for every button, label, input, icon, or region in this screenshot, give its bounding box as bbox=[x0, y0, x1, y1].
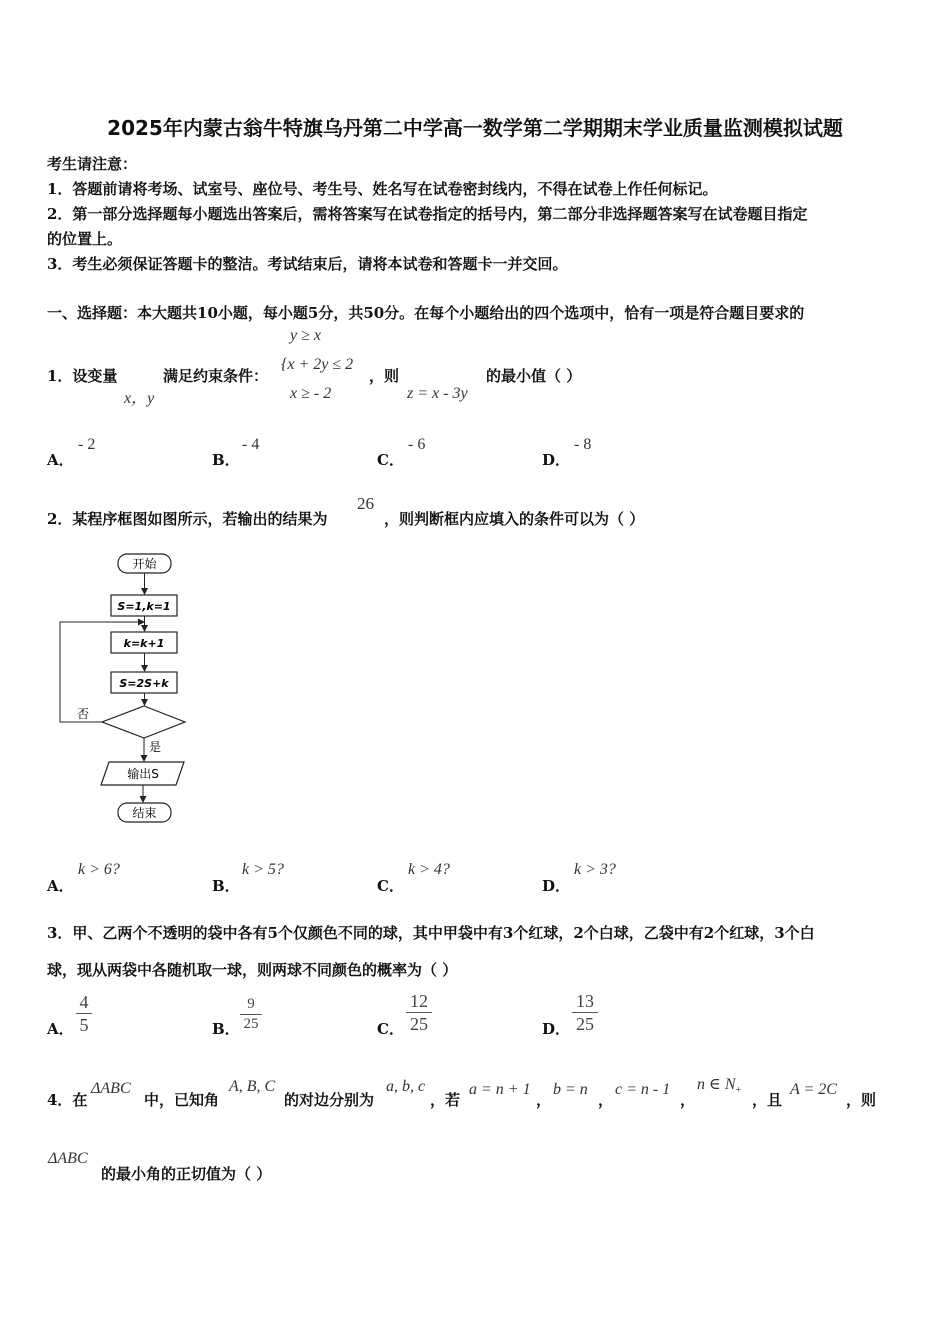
flow-start-text: 开始 bbox=[132, 557, 157, 571]
q1-option-a-label: A． bbox=[47, 451, 74, 469]
q1-then: ，则 bbox=[369, 367, 400, 385]
q4-a-eq: a = n + 1 bbox=[469, 1081, 531, 1098]
notice-item-2: 2．第一部分选择题每小题选出答案后，需将答案写在试卷指定的括号内，第二部分非选择题答案写在试卷题目指定 bbox=[47, 205, 808, 223]
q3-option-d-fraction bbox=[572, 991, 598, 1034]
q1-objective: z = x - 3y bbox=[407, 385, 468, 402]
q1-option-d-value: - 8 bbox=[574, 436, 592, 453]
q3-line-2: 球，现从两袋中各随机取一球，则两球不同颜色的概率为（ ） bbox=[47, 961, 458, 979]
section-heading: 一、选择题：本大题共10小题，每小题5分，共50分。在每个小题给出的四个选项中，恰有一项是符合题目要求的 bbox=[47, 304, 805, 322]
flow-end-text: 结束 bbox=[132, 806, 157, 820]
flow-yes-label: 是 bbox=[149, 740, 162, 754]
q2-option-d-label: D． bbox=[542, 877, 571, 895]
q2-option-a-value: k > 6? bbox=[78, 861, 120, 878]
q3-option-c-label: C． bbox=[377, 1020, 404, 1038]
q4-condition: A = 2C bbox=[790, 1081, 837, 1098]
page-title: 2025年内蒙古翁牛特旗乌丹第二中学高一数学第二学期期末学业质量监测模拟试题 bbox=[107, 116, 843, 140]
q1-option-b-value: - 4 bbox=[242, 436, 260, 453]
q4-text-1: 4．在 bbox=[47, 1091, 88, 1109]
q4-triangle-2: ΔABC bbox=[48, 1150, 88, 1167]
q2-option-c-label: C． bbox=[377, 877, 404, 895]
q4-sep-2: ， bbox=[598, 1091, 614, 1109]
q3-option-c-numerator: 12 bbox=[410, 991, 428, 1011]
q3-option-b-fraction bbox=[240, 996, 262, 1033]
q4-text-5: ，且 bbox=[752, 1091, 783, 1109]
q2-option-b-label: B． bbox=[212, 877, 240, 895]
q1-vars: x，y bbox=[124, 390, 155, 407]
q4-sep-3: ， bbox=[680, 1091, 696, 1109]
q3-option-b-numerator: 9 bbox=[247, 996, 255, 1012]
q4-text-7: 的最小角的正切值为（ ） bbox=[101, 1165, 272, 1183]
q2-option-d-value: k > 3? bbox=[574, 861, 616, 878]
q2-prefix: 2．某程序框图如图所示，若输出的结果为 bbox=[47, 510, 328, 528]
q2-flowchart bbox=[55, 548, 195, 833]
q2-option-c-value: k > 4? bbox=[408, 861, 450, 878]
q3-option-b-denominator: 25 bbox=[243, 1016, 259, 1032]
q4-angles: A, B, C bbox=[229, 1078, 276, 1095]
q2-output-value: 26 bbox=[357, 494, 374, 513]
q4-text-2: 中，已知角 bbox=[144, 1091, 220, 1109]
q4-text-3: 的对边分别为 bbox=[284, 1091, 375, 1109]
q4-n-set-sub: + bbox=[735, 1085, 742, 1097]
flow-init-text: S=1,k=1 bbox=[117, 600, 171, 613]
q1-option-d-label: D． bbox=[542, 451, 571, 469]
q1-mid: 满足约束条件： bbox=[163, 367, 269, 385]
flow-decision-node bbox=[102, 706, 185, 738]
q1-option-c-label: C． bbox=[377, 451, 404, 469]
notice-header: 考生请注意： bbox=[47, 155, 138, 173]
notice-item-2-cont: 的位置上。 bbox=[47, 230, 123, 248]
q3-option-c-denominator: 25 bbox=[410, 1014, 428, 1034]
q3-option-a-label: A． bbox=[47, 1020, 74, 1038]
flow-step2-text: S=2S+k bbox=[119, 677, 169, 690]
notice-item-1: 1．答题前请将考场、试室号、座位号、考生号、姓名写在试卷密封线内，不得在试卷上作任何标记。 bbox=[47, 180, 718, 198]
q3-option-d-denominator: 25 bbox=[576, 1014, 594, 1034]
q2-suffix: ，则判断框内应填入的条件可以为（ ） bbox=[384, 510, 645, 528]
q1-option-c-value: - 6 bbox=[408, 436, 426, 453]
flow-step1-text: k=k+1 bbox=[123, 637, 165, 650]
q4-n-set bbox=[697, 1074, 741, 1096]
q1-option-b-label: B． bbox=[212, 451, 240, 469]
q3-option-d-numerator: 13 bbox=[576, 991, 594, 1011]
q4-sides: a, b, c bbox=[386, 1078, 426, 1095]
q1-constraint-1: y ≥ x bbox=[290, 327, 321, 344]
q4-triangle: ΔABC bbox=[91, 1080, 131, 1097]
q3-option-a-fraction bbox=[76, 992, 92, 1035]
q3-option-a-denominator: 5 bbox=[79, 1015, 89, 1035]
q2-option-a-label: A． bbox=[47, 877, 74, 895]
q4-n-set-text: n ∈ N bbox=[697, 1076, 736, 1093]
q3-option-c-fraction bbox=[406, 991, 432, 1034]
q3-option-b-label: B． bbox=[212, 1020, 240, 1038]
q1-suffix: 的最小值（ ） bbox=[486, 367, 582, 385]
q4-text-4: ，若 bbox=[430, 1091, 461, 1109]
q3-option-d-label: D． bbox=[542, 1020, 571, 1038]
notice-item-3: 3．考生必须保证答题卡的整洁。考试结束后，请将本试卷和答题卡一并交回。 bbox=[47, 255, 568, 273]
flow-no-label: 否 bbox=[77, 707, 90, 721]
q3-option-a-numerator: 4 bbox=[79, 992, 89, 1012]
q1-constraint-3: x ≥ - 2 bbox=[290, 385, 332, 402]
q4-c-eq: c = n - 1 bbox=[615, 1081, 671, 1098]
q4-sep-1: ， bbox=[536, 1091, 552, 1109]
q1-constraint-2: {x + 2y ≤ 2 bbox=[281, 356, 354, 373]
q1-option-a-value: - 2 bbox=[78, 436, 96, 453]
q1-prefix: 1．设变量 bbox=[47, 367, 118, 385]
flow-output-text: 输出S bbox=[127, 767, 159, 781]
q2-option-b-value: k > 5? bbox=[242, 861, 284, 878]
q3-line-1: 3．甲、乙两个不透明的袋中各有5个仅颜色不同的球，其中甲袋中有3个红球，2个白球，乙袋中有2个红球，3个白 bbox=[47, 924, 815, 942]
q4-text-6: ，则 bbox=[846, 1091, 877, 1109]
q4-b-eq: b = n bbox=[553, 1081, 588, 1098]
